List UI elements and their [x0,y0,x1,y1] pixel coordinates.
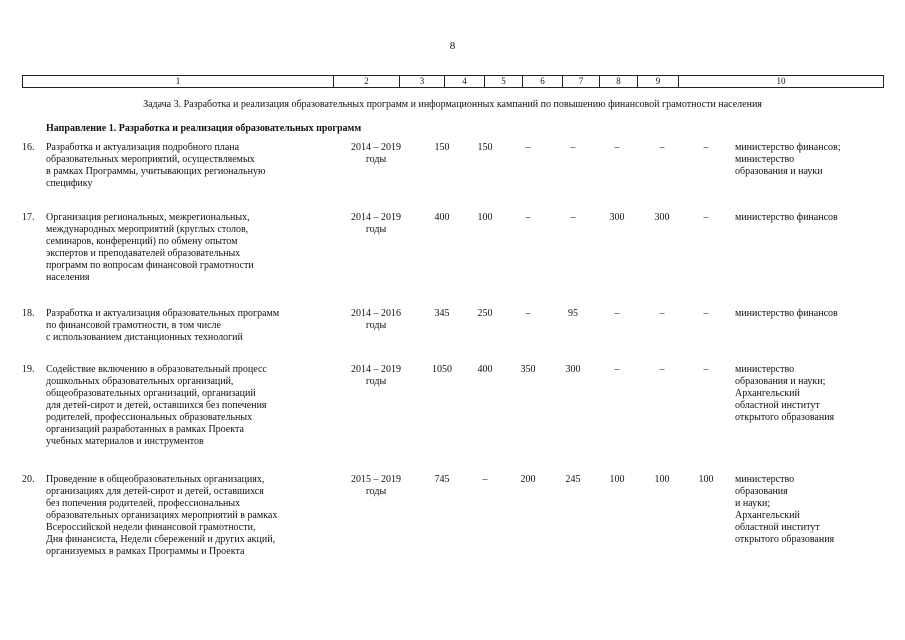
row-years [340,364,412,388]
value-col-8: 100 [654,474,670,485]
row-years [340,308,412,332]
title-line: Проведение в общеобразовательных организациях, [46,474,265,485]
row-executors [735,474,885,546]
header-col-8: 8 [600,76,638,88]
row-number: 17. [22,212,35,223]
header-col-5: 5 [485,76,523,88]
value-col-9: – [703,212,709,223]
header-col-4: 4 [445,76,485,88]
header-col-1: 1 [23,76,334,88]
value-col-6: 245 [565,474,581,485]
executor-line: министерство [735,154,795,165]
header-col-3: 3 [400,76,445,88]
header-col-2: 2 [334,76,400,88]
value-col-5: – [525,308,531,319]
executor-line: Архангельский [735,510,800,521]
row-number: 18. [22,308,35,319]
row-executors [735,142,885,178]
value-col-5: – [525,212,531,223]
value-col-7: – [614,308,620,319]
value-col-6: – [570,212,576,223]
years-line: 2015 – 2019 [351,474,401,485]
title-line: по финансовой грамотности, в том числе [46,320,221,331]
page-number: 8 [449,40,456,52]
value-col-4: 100 [477,212,493,223]
title-line: Организация региональных, межрегиональных, [46,212,250,223]
row-number: 19. [22,364,35,375]
executor-line: министерство финансов; [735,142,841,153]
executor-line: областной институт [735,400,820,411]
title-line: общеобразовательных организаций, организаций [46,388,256,399]
value-col-5: 200 [520,474,536,485]
column-number-header [22,75,884,88]
title-line: программ по вопросам финансовой грамотности [46,260,254,271]
title-line: специфику [46,178,93,189]
executor-line: образования и науки [735,166,823,177]
header-col-9: 9 [638,76,679,88]
years-line: годы [365,486,387,497]
years-line: 2014 – 2019 [351,364,401,375]
value-col-7: – [614,142,620,153]
title-line: Содействие включению в образовательный процесс [46,364,267,375]
value-col-3: 1050 [432,364,452,375]
value-col-3: 400 [434,212,450,223]
row-executors [735,212,885,224]
value-col-7: 100 [609,474,625,485]
value-col-9: – [703,308,709,319]
value-col-7: – [614,364,620,375]
value-col-4: 400 [477,364,493,375]
title-line: для детей-сирот и детей, оставшихся без попечения [46,400,267,411]
title-line: организаций разработанных в рамках Проекта [46,424,244,435]
value-col-7: 300 [609,212,625,223]
title-line: Всероссийской недели финансовой грамотности, [46,522,256,533]
title-line: учебных материалов и инструментов [46,436,204,447]
years-line: годы [365,320,387,331]
executor-line: образования и науки; [735,376,826,387]
years-line: 2014 – 2016 [351,308,401,319]
value-col-9: – [703,364,709,375]
title-line: Разработка и актуализация подробного плана [46,142,240,153]
row-title [46,364,331,448]
executor-line: открытого образования [735,412,835,423]
row-title [46,474,331,558]
years-line: 2014 – 2019 [351,212,401,223]
executor-line: министерство [735,364,795,375]
row-title [46,212,331,284]
value-col-4: – [482,474,488,485]
header-col-10: 10 [679,76,884,88]
title-line: организациях для детей-сирот и детей, оставшихся [46,486,264,497]
value-col-6: 300 [565,364,581,375]
title-line: Разработка и актуализация образовательных программ [46,308,280,319]
years-line: 2014 – 2019 [351,142,401,153]
executor-line: министерство [735,474,795,485]
value-col-8: – [659,142,665,153]
row-title [46,142,331,190]
executor-line: Архангельский [735,388,800,399]
title-line: с использованием дистанционных технологий [46,332,243,343]
row-number: 20. [22,474,35,485]
executor-line: министерство финансов [735,212,838,223]
row-title [46,308,331,344]
header-col-6: 6 [523,76,563,88]
executor-line: областной институт [735,522,820,533]
title-line: без попечения родителей, профессиональных [46,498,241,509]
row-years [340,142,412,166]
title-line: населения [46,272,90,283]
value-col-3: 345 [434,308,450,319]
title-line: экспертов и преподавателей образовательных [46,248,241,259]
title-line: Дня финансиста, Недели сбережений и других акций, [46,534,276,545]
direction-heading: Направление 1. Разработка и реализация образовательных программ [46,123,362,134]
value-col-4: 250 [477,308,493,319]
title-line: организуемых в рамках Программы и Проекта [46,546,245,557]
value-col-4: 150 [477,142,493,153]
value-col-8: – [659,308,665,319]
years-line: годы [365,224,387,235]
row-executors [735,364,885,424]
title-line: образовательных организациях мероприятий в рамках [46,510,278,521]
value-col-6: – [570,142,576,153]
executor-line: и науки; [735,498,771,509]
header-col-7: 7 [563,76,600,88]
executor-line: министерство финансов [735,308,838,319]
value-col-5: 350 [520,364,536,375]
task-heading: Задача 3. Разработка и реализация образовательных программ и информационных кампаний по повышению финансовой грамотности населения [143,99,762,110]
value-col-9: 100 [698,474,714,485]
value-col-3: 745 [434,474,450,485]
title-line: в рамках Программы, учитывающих региональную [46,166,266,177]
years-line: годы [365,154,387,165]
value-col-8: 300 [654,212,670,223]
value-col-8: – [659,364,665,375]
value-col-3: 150 [434,142,450,153]
executor-line: образования [735,486,788,497]
title-line: образовательных мероприятий, осуществляемых [46,154,255,165]
row-years [340,474,412,498]
value-col-5: – [525,142,531,153]
years-line: годы [365,376,387,387]
executor-line: открытого образования [735,534,835,545]
value-col-9: – [703,142,709,153]
row-executors [735,308,885,320]
row-number: 16. [22,142,35,153]
title-line: международных мероприятий (круглых столов, [46,224,249,235]
title-line: родителей, профессиональных образовательных [46,412,253,423]
title-line: дошкольных образовательных организаций, [46,376,234,387]
row-years [340,212,412,236]
title-line: семинаров, конференций) по обмену опытом [46,236,238,247]
value-col-6: 95 [568,308,578,319]
